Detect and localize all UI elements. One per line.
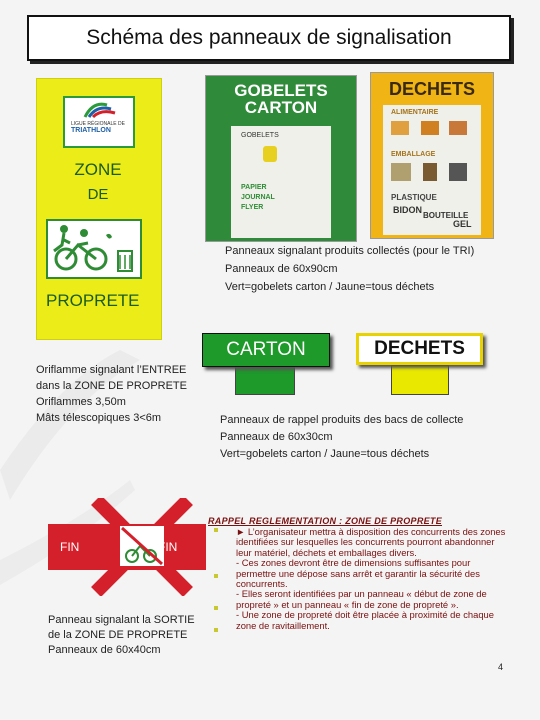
- fin-right-label: FIN: [158, 540, 178, 554]
- rappel-body: [236, 527, 512, 631]
- logo-small-text: LIGUE RÉGIONALE DE: [71, 121, 125, 127]
- photo-green-line: GOBELETS: [241, 132, 279, 139]
- desc-line: Vert=gobelets carton / Jaune=tous déchets: [220, 448, 430, 460]
- desc-line: dans la ZONE DE PROPRETE: [36, 380, 187, 392]
- rappel-title: RAPPEL REGLEMENTATION : ZONE DE PROPRETE: [208, 516, 443, 526]
- desc-oriflamme: [36, 362, 187, 426]
- dechets-sign-post: [391, 365, 449, 395]
- fin-left-label: FIN: [60, 540, 80, 554]
- desc-line: Panneaux de 60x40cm: [48, 644, 161, 656]
- logo-brand-text: TRIATHLON: [71, 127, 111, 134]
- photo-green-line: JOURNAL: [241, 194, 275, 201]
- photo-yellow-line: GEL: [453, 219, 472, 229]
- desc-sortie: [48, 613, 195, 658]
- photo-yellow-line: EMBALLAGE: [391, 151, 436, 158]
- carton-sign-post: [235, 365, 295, 395]
- photo-yellow-line: PLASTIQUE: [391, 193, 437, 202]
- desc-line: Oriflamme signalant l’ENTREE: [36, 364, 187, 376]
- photo-dechets-sign: [370, 72, 494, 239]
- desc-tri-panels: [225, 242, 474, 296]
- desc-line: Panneaux signalant produits collectés (pour le TRI): [225, 245, 475, 257]
- bullet-icon: [214, 606, 218, 610]
- photo-yellow-sheet: [383, 105, 481, 235]
- bullet-icon: [214, 574, 218, 578]
- carton-sign: CARTON: [202, 333, 330, 367]
- cyclist-runner-bin-pictogram: [46, 219, 142, 279]
- desc-rappel-panels: [220, 412, 463, 463]
- bullet-icon: [214, 528, 218, 532]
- desc-line: Panneaux de rappel produits des bacs de collecte: [220, 414, 464, 426]
- proprete-word: PROPRETE: [46, 291, 140, 310]
- desc-line: Oriflammes 3,50m: [36, 396, 126, 408]
- desc-line: Panneaux de 60x90cm: [225, 263, 338, 275]
- de-word: DE: [87, 186, 109, 203]
- photo-yellow-line: ALIMENTAIRE: [391, 109, 439, 116]
- page-title: Schéma des panneaux de signalisation: [27, 15, 511, 61]
- rappel-paragraph: ► L’organisateur mettra à disposition des concurrents des zones identifiées sur lesquelles les concurrents pourront abandonner leur matériel, déchets et emballages divers.: [236, 526, 506, 558]
- desc-line: Mâts télescopiques 3<6m: [36, 412, 162, 424]
- photo-gobelets-carton-sign: [205, 75, 357, 242]
- photo-green-sheet: [231, 126, 331, 238]
- desc-line: de la ZONE DE PROPRETE: [48, 629, 188, 641]
- zone-word: ZONE: [74, 160, 122, 179]
- dechets-sign: DECHETS: [356, 333, 483, 365]
- rappel-paragraph: - Elles seront identifiées par un panneau « début de zone de propreté » et un panneau « fin de zone de propreté ».: [236, 588, 487, 610]
- photo-yellow-line: BOUTEILLE: [423, 211, 469, 220]
- photo-yellow-line: BIDON: [393, 205, 422, 215]
- triathlon-logo: [63, 96, 135, 148]
- photo-yellow-title: DECHETS: [388, 79, 475, 99]
- rappel-paragraph: - Une zone de propreté doit être placée à proximité de chaque zone de ravitaillement.: [236, 609, 494, 631]
- photo-green-title: GOBELETS CARTON: [234, 81, 328, 117]
- photo-green-line: PAPIER: [241, 184, 267, 191]
- bullet-icon: [214, 628, 218, 632]
- page-number: 4: [498, 662, 504, 672]
- desc-line: Panneau signalant la SORTIE: [48, 614, 195, 626]
- photo-green-line: FLYER: [241, 204, 264, 211]
- rappel-paragraph: - Ces zones devront être de dimensions suffisantes pour permettre une dépose sans arrêt et garantir la sécurité des concurrents.: [236, 557, 480, 590]
- desc-line: Vert=gobelets carton / Jaune=tous déchets: [225, 281, 435, 293]
- desc-line: Panneaux de 60x30cm: [220, 431, 333, 443]
